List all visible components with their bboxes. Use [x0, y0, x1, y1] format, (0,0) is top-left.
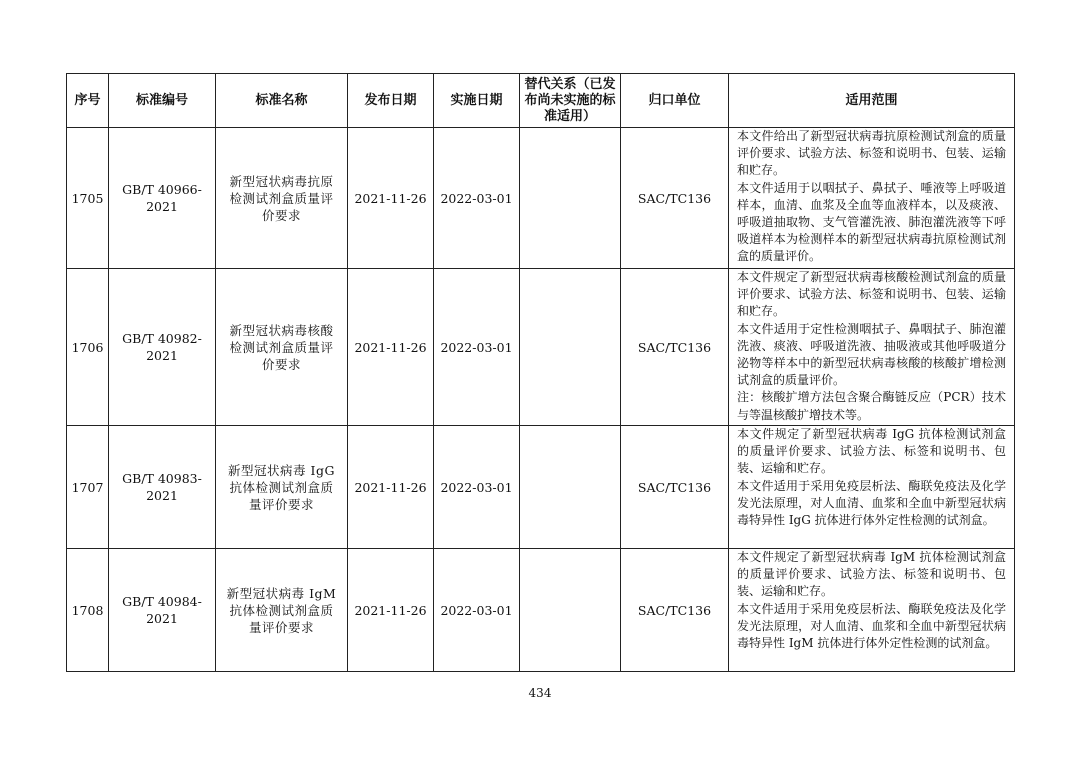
cell-publish-date: 2021-11-26	[348, 269, 434, 426]
header-scope: 适用范围	[729, 74, 1015, 128]
cell-serial: 1705	[67, 128, 109, 269]
header-replacement: 替代关系（已发布尚未实施的标准适用）	[520, 74, 621, 128]
table-row	[67, 549, 1015, 672]
scope-paragraph: 本文件给出了新型冠状病毒抗原检测试剂盒的质量评价要求、试验方法、标签和说明书、包装、运输和贮存。	[737, 129, 1006, 178]
table-row	[67, 426, 1015, 549]
scope-paragraph: 本文件适用于采用免疫层析法、酶联免疫法及化学发光法原理，对人血清、血浆和全血中新型冠状病毒特异性 IgM 抗体进行体外定性检测的试剂盒。	[737, 601, 1006, 651]
cell-replacement	[520, 128, 621, 269]
cell-standard-code: GB/T 40982-2021	[109, 269, 216, 426]
cell-implement-date: 2022-03-01	[434, 128, 520, 269]
header-publish-date: 发布日期	[348, 74, 434, 128]
header-responsible-unit: 归口单位	[621, 74, 729, 128]
scope-note: 注：核酸扩增方法包含聚合酶链反应（PCR）技术与等温核酸扩增技术等。	[737, 390, 1006, 422]
cell-publish-date: 2021-11-26	[348, 128, 434, 269]
page-number: 434	[528, 686, 552, 700]
cell-responsible-unit: SAC/TC136	[621, 426, 729, 549]
cell-implement-date: 2022-03-01	[434, 549, 520, 672]
header-implement-date: 实施日期	[434, 74, 520, 128]
cell-serial: 1706	[67, 269, 109, 426]
cell-standard-name: 新型冠状病毒 IgG 抗体检测试剂盒质量评价要求	[216, 426, 348, 549]
cell-standard-code: GB/T 40966-2021	[109, 128, 216, 269]
cell-implement-date: 2022-03-01	[434, 426, 520, 549]
cell-scope	[729, 549, 1015, 672]
cell-standard-name: 新型冠状病毒抗原检测试剂盒质量评价要求	[216, 128, 348, 269]
table-header-row	[67, 74, 1015, 128]
scope-paragraph: 本文件适用于定性检测咽拭子、鼻咽拭子、肺泡灌洗液、痰液、呼吸道洗液、抽吸液或其他呼吸道分泌物等样本中的新型冠状病毒核酸的核酸扩增检测试剂盒的质量评价。	[737, 321, 1006, 388]
cell-standard-name: 新型冠状病毒 IgM 抗体检测试剂盒质量评价要求	[216, 549, 348, 672]
cell-standard-code: GB/T 40983-2021	[109, 426, 216, 549]
cell-scope	[729, 426, 1015, 549]
cell-replacement	[520, 549, 621, 672]
table-row	[67, 269, 1015, 426]
cell-publish-date: 2021-11-26	[348, 549, 434, 672]
cell-scope	[729, 269, 1015, 426]
header-standard-code: 标准编号	[109, 74, 216, 128]
standards-table	[66, 73, 1015, 672]
cell-responsible-unit: SAC/TC136	[621, 269, 729, 426]
table-row	[67, 128, 1015, 269]
cell-responsible-unit: SAC/TC136	[621, 128, 729, 269]
cell-responsible-unit: SAC/TC136	[621, 549, 729, 672]
cell-replacement	[520, 269, 621, 426]
cell-standard-code: GB/T 40984-2021	[109, 549, 216, 672]
cell-standard-name: 新型冠状病毒核酸检测试剂盒质量评价要求	[216, 269, 348, 426]
scope-paragraph: 本文件规定了新型冠状病毒 IgG 抗体检测试剂盒的质量评价要求、试验方法、标签和说明书、包装、运输和贮存。	[737, 427, 1006, 476]
cell-replacement	[520, 426, 621, 549]
cell-implement-date: 2022-03-01	[434, 269, 520, 426]
cell-publish-date: 2021-11-26	[348, 426, 434, 549]
scope-paragraph: 本文件规定了新型冠状病毒 IgM 抗体检测试剂盒的质量评价要求、试验方法、标签和说明书、包装、运输和贮存。	[737, 550, 1006, 599]
scope-paragraph: 本文件适用于采用免疫层析法、酶联免疫法及化学发光法原理，对人血清、血浆和全血中新型冠状病毒特异性 IgG 抗体进行体外定性检测的试剂盒。	[737, 478, 1006, 528]
header-serial: 序号	[67, 74, 109, 128]
cell-serial: 1708	[67, 549, 109, 672]
scope-paragraph: 本文件适用于以咽拭子、鼻拭子、唾液等上呼吸道样本，血清、血浆及全血等血液样本，以及痰液、呼吸道抽取物、支气管灌洗液、肺泡灌洗液等下呼吸道样本为检测样本的新型冠状病毒抗原检测试剂盒的质量评价。	[737, 180, 1006, 264]
scope-paragraph: 本文件规定了新型冠状病毒核酸检测试剂盒的质量评价要求、试验方法、标签和说明书、包装、运输和贮存。	[737, 270, 1006, 319]
cell-scope	[729, 128, 1015, 269]
header-standard-name: 标准名称	[216, 74, 348, 128]
cell-serial: 1707	[67, 426, 109, 549]
